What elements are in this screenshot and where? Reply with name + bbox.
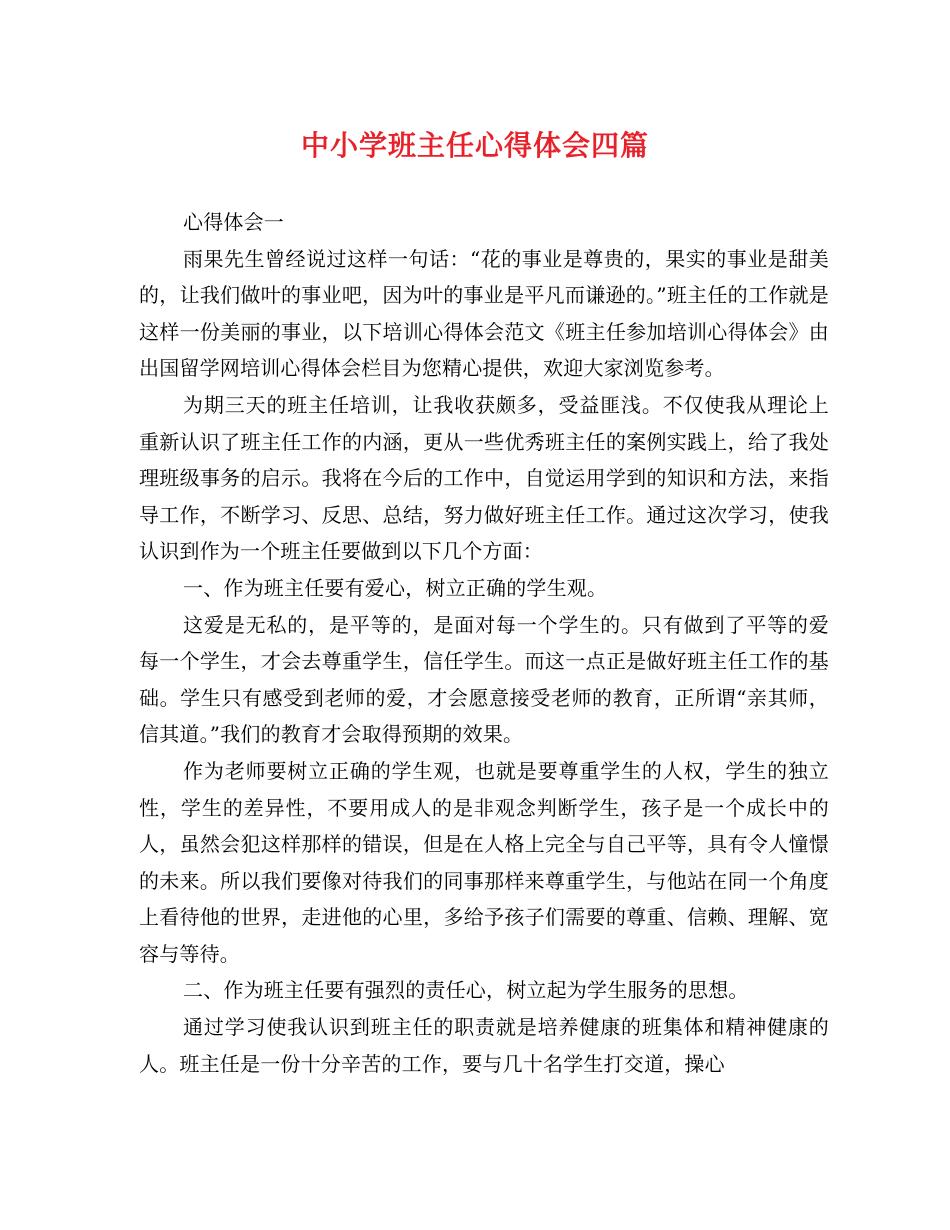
subheading: 二、作为班主任要有强烈的责任心，树立起为学生服务的思想。 [183, 978, 749, 1003]
document-title: 中小学班主任心得体会四篇 [300, 129, 649, 162]
subheading: 一、作为班主任要有爱心，树立正确的学生观。 [183, 575, 608, 600]
section-heading: 心得体会一 [183, 210, 284, 234]
paragraph: 这爱是无私的，是平等的，是面对每一个学生的。只有做到了平等的爱每一个学生，才会去尊重学生，信任学生。而这一点正是做好班主任工作的基础。学生只有感受到老师的爱，才会愿意接受老师的教育，正所谓“亲其师，信其道。”我们的教育才会取得预期的效果。 [139, 612, 829, 747]
document-body [139, 204, 829, 1082]
paragraph: 雨果先生曾经说过这样一句话：“花的事业是尊贵的，果实的事业是甜美的，让我们做叶的事业吧，因为叶的事业是平凡而谦逊的。”班主任的工作就是这样一份美丽的事业，以下培训心得体会范文《班主任参加培训心得体会》由出国留学网培训心得体会栏目为您精心提供，欢迎大家浏览参考。 [139, 246, 829, 381]
paragraph: 通过学习使我认识到班主任的职责就是培养健康的班集体和精神健康的人。班主任是一份十分辛苦的工作，要与几十名学生打交道，操心 [139, 1015, 829, 1076]
paragraph: 作为老师要树立正确的学生观，也就是要尊重学生的人权，学生的独立性，学生的差异性，不要用成人的是非观念判断学生，孩子是一个成长中的人，虽然会犯这样那样的错误，但是在人格上完全与自己平等，具有令人憧憬的未来。所以我们要像对待我们的同事那样来尊重学生，与他站在同一个角度上看待他的世界，走进他的心里，多给予孩子们需要的尊重、信赖、理解、宽容与等待。 [139, 758, 829, 966]
paragraph: 为期三天的班主任培训，让我收获颇多，受益匪浅。不仅使我从理论上重新认识了班主任工作的内涵，更从一些优秀班主任的案例实践上，给了我处理班级事务的启示。我将在今后的工作中，自觉运用学到的知识和方法，来指导工作，不断学习、反思、总结，努力做好班主任工作。通过这次学习，使我认识到作为一个班主任要做到以下几个方面： [139, 392, 829, 564]
